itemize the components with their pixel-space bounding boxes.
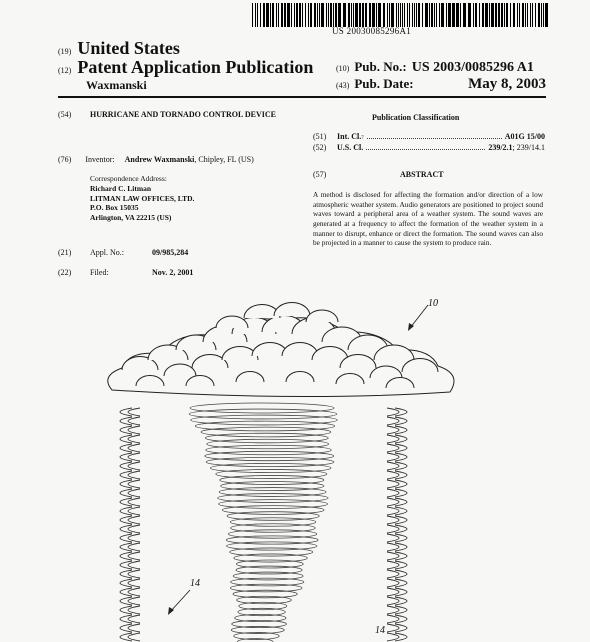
inventor-name: Andrew Waxmanski [124, 155, 195, 164]
filed-label: Filed: [90, 268, 109, 277]
header-rule [58, 96, 546, 98]
appl-row [58, 248, 298, 257]
type-code: (12) [58, 66, 72, 75]
int-sup: 7 [361, 136, 364, 141]
pub-no-code: (10) [336, 64, 350, 73]
tornado-funnel [189, 403, 337, 642]
us-value-secondary: ; 239/14.1 [512, 143, 545, 152]
country-line [58, 38, 180, 59]
pub-date-line [336, 76, 546, 93]
us-code: (52) [313, 143, 327, 152]
dot-leader [366, 144, 485, 150]
filed-row [58, 268, 298, 277]
title-code: (54) [58, 110, 72, 119]
inventor-code: (76) [58, 155, 72, 164]
patent-title: HURRICANE AND TORNADO CONTROL DEVICE [90, 110, 276, 119]
ref-label-left: 14 [190, 578, 200, 589]
inventor-entry [125, 155, 254, 164]
filed-value: Nov. 2, 2001 [152, 268, 194, 277]
us-value: 239/2.1 [488, 143, 513, 152]
author: Waxmanski [86, 78, 147, 92]
pub-date-code: (43) [336, 81, 350, 90]
appl-value: 09/985,284 [152, 248, 189, 257]
int-cl-row [313, 132, 545, 141]
publication-type: Patent Application Publication [77, 57, 314, 77]
correspondence-label: Correspondence Address: [90, 174, 167, 183]
int-code: (51) [313, 132, 327, 141]
pub-date-value: May 8, 2003 [468, 76, 546, 92]
correspondence-box: P.O. Box 15035 [90, 203, 139, 213]
correspondence-firm: LITMAN LAW OFFICES, LTD. [90, 193, 195, 203]
application-info [58, 248, 298, 288]
ref-10-leader [408, 305, 428, 331]
left-sound-waves [120, 408, 140, 641]
right-sound-waves [387, 408, 407, 641]
barcode [252, 3, 548, 27]
pub-number-line [336, 59, 534, 76]
us-label: U.S. Cl. [337, 143, 364, 152]
dot-leader [367, 133, 502, 139]
correspondence-address [90, 174, 194, 223]
inventor-label: Inventor: [85, 155, 115, 164]
correspondence-city: Arlington, VA 22215 (US) [90, 213, 172, 222]
abstract-code: (57) [313, 170, 327, 179]
country-code: (19) [58, 47, 72, 56]
pub-no-label: Pub. No.: [354, 59, 407, 74]
inventor-row [58, 155, 254, 164]
appl-code: (21) [58, 248, 72, 257]
pub-date-label: Pub. Date: [354, 76, 414, 91]
abstract-heading: ABSTRACT [400, 170, 444, 179]
correspondence-name: Richard C. Litman [90, 183, 152, 193]
inventor-location: , Chipley, FL (US) [194, 155, 254, 164]
publication-type-line [58, 57, 313, 78]
ref-14-left-leader [168, 590, 190, 615]
filed-code: (22) [58, 268, 72, 277]
int-label: Int. Cl. [337, 132, 362, 141]
country: United States [77, 38, 180, 58]
ref-label-bottom: 14 [375, 625, 385, 636]
us-cl-row [313, 143, 545, 152]
barcode-number: US 20030085296A1 [332, 26, 412, 36]
patent-drawing [0, 290, 590, 642]
int-value: A01G 15/00 [504, 132, 545, 141]
appl-label: Appl. No.: [90, 248, 124, 257]
abstract-text: A method is disclosed for affecting the formation and/or direction of a low atmospheric weather system. Audio generators are positioned to project sound waves toward a peripheral area of a weather system. The sound waves are generated at a frequency to affect the formation of the weather system in a manner to disrupt, enhance or direct the formation. The sound waves can also be projected in a manner to cause the system to produce rain. [313, 190, 543, 248]
ref-label-cloud: 10 [428, 298, 438, 309]
classification-heading: Publication Classification [372, 113, 460, 122]
storm-cloud [108, 303, 454, 397]
pub-no-value: US 2003/0085296 A1 [411, 60, 534, 75]
